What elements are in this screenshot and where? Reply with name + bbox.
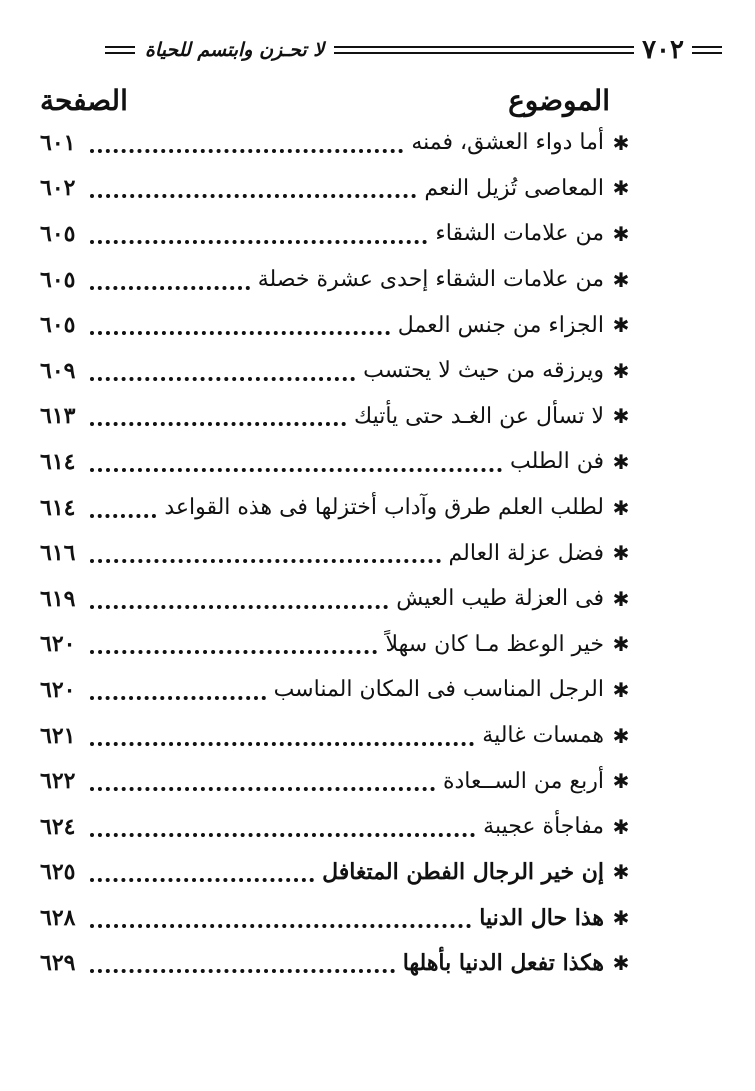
asterisk-bullet-icon: ✱ [612,632,630,657]
dot-leader [90,190,416,198]
toc-entry [40,394,630,440]
dot-leader [90,920,471,928]
toc-entry-title: لطلب العلم طرق وآداب أختزلها فى هذه القواعد [164,495,604,521]
dot-leader [90,738,474,746]
toc-entry-page-number: ٦٢٩ [40,950,76,977]
toc-entry-page-number: ٦١٦ [40,540,76,567]
topic-column-heading: الموضوع [508,83,610,117]
toc-entry-page-number: ٦٠٩ [40,357,76,384]
toc-entry-page-number: ٦٢٠ [40,676,76,703]
toc-entry [40,804,630,850]
header-rule-middle [334,46,634,54]
toc-entry-title: الجزاء من جنس العمل [397,312,604,338]
table-of-contents [40,120,630,986]
toc-entry [40,211,630,257]
toc-entry-title: فى العزلة طيب العيش [396,586,604,612]
toc-entry [40,622,630,668]
toc-entry-title: من علامات الشقاء [435,221,604,247]
asterisk-bullet-icon: ✱ [612,313,630,338]
toc-entry-page-number: ٦٢٢ [40,768,76,795]
toc-entry-title: خير الوعظ مـا كان سهلاً [385,631,604,657]
dot-leader [90,418,346,426]
toc-entry-page-number: ٦٠٢ [40,175,76,202]
dot-leader [90,601,388,609]
toc-entry [40,667,630,713]
asterisk-bullet-icon: ✱ [612,358,630,383]
asterisk-bullet-icon: ✱ [612,723,630,748]
toc-entry-page-number: ٦١٤ [40,448,76,475]
toc-entry-page-number: ٦١٣ [40,403,76,430]
toc-entry [40,758,630,804]
asterisk-bullet-icon: ✱ [612,586,630,611]
toc-entry-title: الرجل المناسب فى المكان المناسب [273,677,604,703]
dot-leader [90,829,475,837]
toc-entry-title: إن خير الرجال الفطن المتغافل [322,859,604,886]
toc-entry [40,530,630,576]
toc-entry-page-number: ٦٢٥ [40,859,76,886]
running-header [32,30,722,70]
toc-entry-title: مفاجأة عجيبة [483,814,604,840]
toc-entry-title: من علامات الشقاء إحدى عشرة خصلة [257,267,604,293]
dot-leader [90,236,427,244]
toc-entry-title: فن الطلب [509,449,604,475]
dot-leader [90,510,156,518]
asterisk-bullet-icon: ✱ [612,677,630,702]
toc-entry-page-number: ٦٢٨ [40,904,76,931]
asterisk-bullet-icon: ✱ [612,905,630,930]
toc-entry [40,713,630,759]
dot-leader [90,145,403,153]
book-title: لا تحـزن وابتسم للحياة [144,39,325,61]
asterisk-bullet-icon: ✱ [612,541,630,566]
asterisk-bullet-icon: ✱ [612,404,630,429]
dot-leader [90,783,435,791]
toc-entry-title: المعاصى تُزيل النعم [424,175,604,201]
toc-entry-page-number: ٦٢١ [40,722,76,749]
toc-entry-title: لا تسأل عن الغـد حتى يأتيك [354,403,604,429]
toc-entry [40,895,630,941]
toc-entry [40,348,630,394]
asterisk-bullet-icon: ✱ [612,860,630,885]
asterisk-bullet-icon: ✱ [612,769,630,794]
toc-entry [40,439,630,485]
toc-entry-page-number: ٦٢٤ [40,813,76,840]
asterisk-bullet-icon: ✱ [612,814,630,839]
toc-entry-title: هذا حال الدنيا [479,904,604,931]
dot-leader [90,555,441,563]
toc-entry-title: أربع من الســعادة [442,768,604,794]
toc-entry [40,257,630,303]
toc-entry [40,302,630,348]
toc-entry-page-number: ٦٠٥ [40,220,76,247]
asterisk-bullet-icon: ✱ [612,176,630,201]
dot-leader [90,965,395,973]
toc-entry-title: همسات غالية [482,723,604,749]
toc-entry [40,941,630,987]
toc-entry [40,166,630,212]
dot-leader [90,646,377,654]
page-column-heading: الصفحة [40,83,128,117]
toc-entry-title: فضل عزلة العالم [448,540,604,566]
asterisk-bullet-icon: ✱ [612,449,630,474]
toc-entry [40,485,630,531]
toc-entry-title: ويرزقه من حيث لا يحتسب [363,358,604,384]
toc-entry-page-number: ٦٠٥ [40,312,76,339]
asterisk-bullet-icon: ✱ [612,495,630,520]
toc-entry-page-number: ٦١٤ [40,494,76,521]
asterisk-bullet-icon: ✱ [612,267,630,292]
toc-entry-page-number: ٦١٩ [40,585,76,612]
dot-leader [90,373,355,381]
toc-entry-title: هكذا تفعل الدنيا بأهلها [402,950,604,977]
dot-leader [90,327,390,335]
header-rule-left [105,46,135,54]
asterisk-bullet-icon: ✱ [612,221,630,246]
header-rule-right [692,46,722,54]
dot-leader [90,282,250,290]
toc-entry-title: أما دواء العشق، فمنه [411,130,604,156]
toc-entry-page-number: ٦٠٥ [40,266,76,293]
dot-leader [90,692,266,700]
column-headings [40,80,610,120]
toc-entry-page-number: ٦٢٠ [40,631,76,658]
asterisk-bullet-icon: ✱ [612,130,630,155]
toc-entry [40,120,630,166]
toc-entry [40,850,630,896]
toc-entry-page-number: ٦٠١ [40,129,76,156]
dot-leader [90,464,502,472]
toc-entry [40,576,630,622]
dot-leader [90,874,314,882]
page-number: ٧٠٢ [642,35,684,65]
asterisk-bullet-icon: ✱ [612,951,630,976]
